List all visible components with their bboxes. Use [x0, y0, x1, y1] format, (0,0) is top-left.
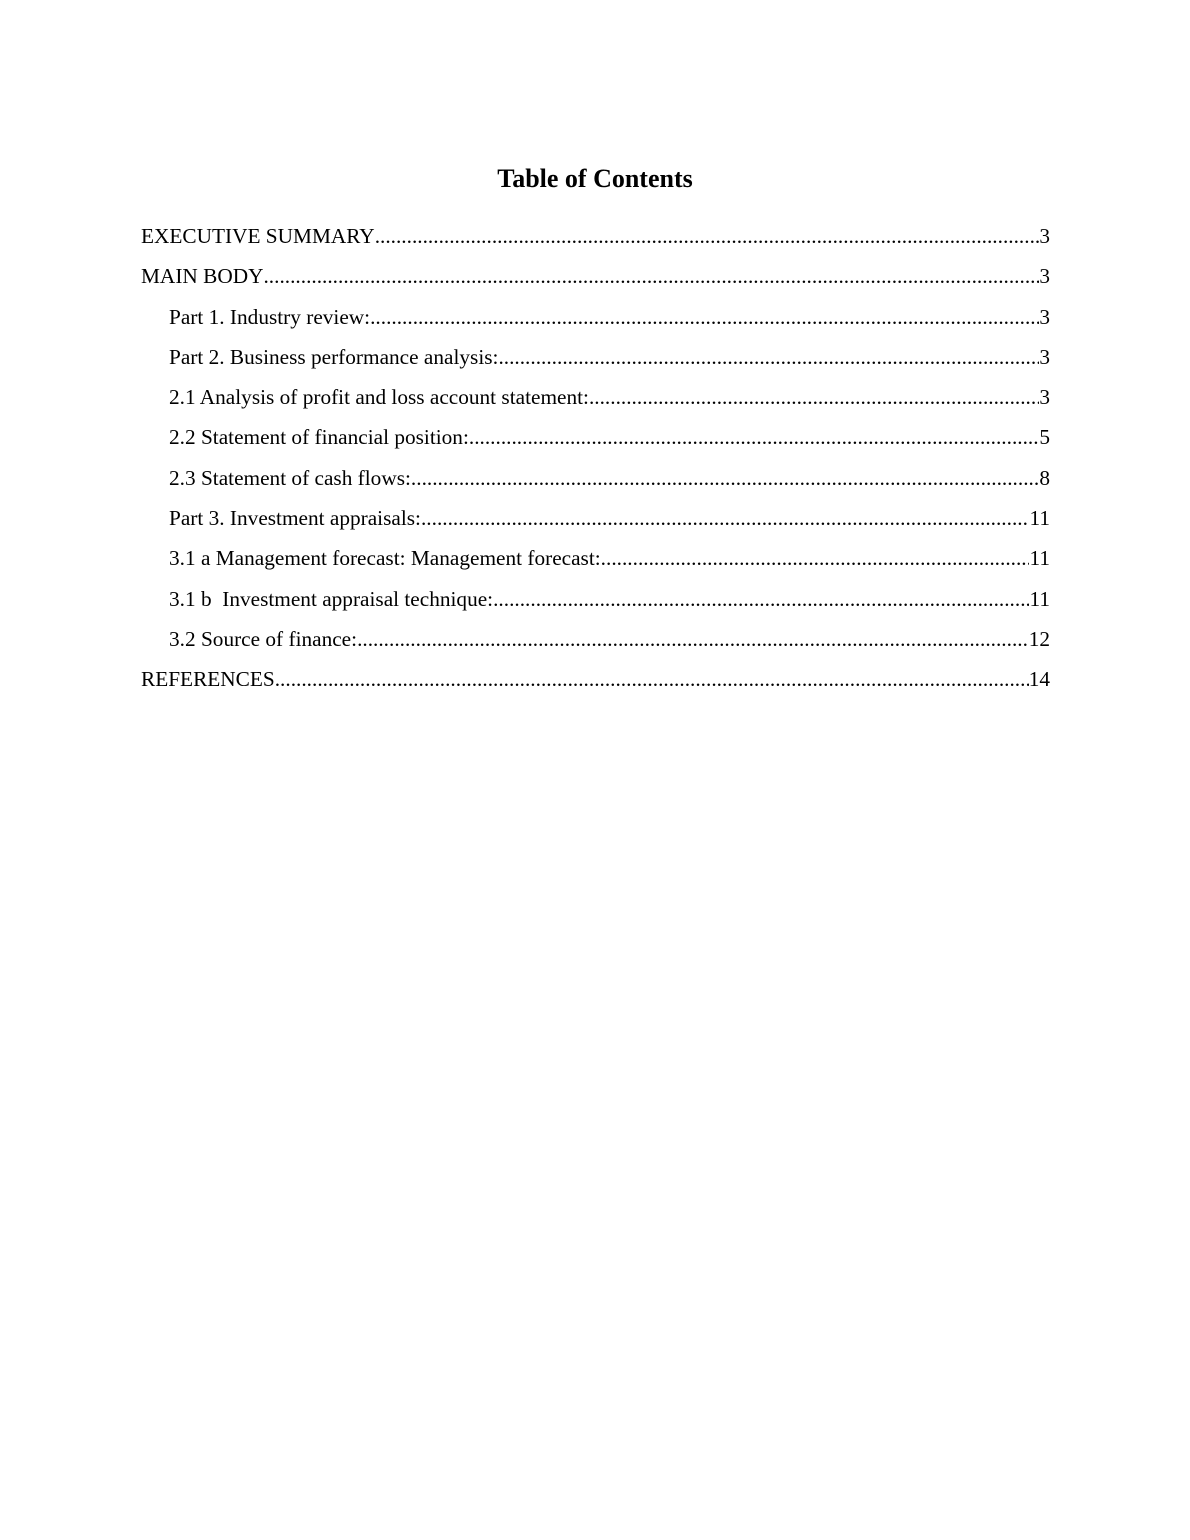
toc-entry-label: Part 1. Industry review:	[169, 304, 371, 329]
toc-entry-industry-review[interactable]	[141, 301, 1050, 341]
toc-entry-page: 12	[1028, 626, 1050, 651]
toc-entry-label: REFERENCES	[141, 667, 275, 692]
dot-leader	[498, 341, 1039, 373]
dot-leader	[421, 502, 1030, 534]
toc-entry-page: 3	[1039, 304, 1050, 329]
toc-entry-appraisal-technique[interactable]	[141, 583, 1050, 623]
toc-entry-page: 11	[1029, 506, 1050, 531]
toc-list	[141, 220, 1050, 704]
toc-entry-page: 3	[1039, 224, 1050, 248]
toc-entry-label: 3.2 Source of finance:	[169, 626, 358, 651]
toc-entry-page: 8	[1039, 465, 1050, 490]
toc-entry-label: Part 2. Business performance analysis:	[169, 344, 499, 369]
toc-entry-page: 11	[1029, 586, 1050, 611]
toc-entry-investment-appraisals[interactable]	[141, 502, 1050, 542]
toc-entry-management-forecast[interactable]	[141, 542, 1050, 582]
dot-leader	[263, 260, 1039, 292]
toc-entry-financial-position[interactable]	[141, 421, 1050, 461]
toc-entry-source-of-finance[interactable]	[141, 623, 1050, 663]
toc-entry-cash-flows[interactable]	[141, 462, 1050, 502]
toc-entry-executive-summary[interactable]	[141, 220, 1050, 260]
toc-entry-main-body[interactable]	[141, 260, 1050, 300]
toc-entry-profit-loss[interactable]	[141, 381, 1050, 421]
dot-leader	[589, 381, 1039, 413]
dot-leader	[493, 583, 1029, 615]
dot-leader	[601, 542, 1030, 574]
toc-entry-business-performance[interactable]	[141, 341, 1050, 381]
toc-entry-page: 5	[1039, 425, 1050, 450]
toc-entry-label: Part 3. Investment appraisals:	[169, 506, 421, 531]
toc-entry-label: EXECUTIVE SUMMARY	[141, 224, 375, 248]
dot-leader	[375, 220, 1040, 252]
toc-entry-label: 3.1 b Investment appraisal technique:	[169, 586, 494, 611]
toc-entry-label: 2.1 Analysis of profit and loss account statement:	[169, 385, 589, 410]
toc-entry-label: 2.2 Statement of financial position:	[169, 425, 469, 450]
toc-entry-page: 3	[1039, 344, 1050, 369]
toc-title: Table of Contents	[497, 164, 693, 193]
toc-entry-label: 3.1 a Management forecast: Management forecast:	[169, 546, 601, 571]
dot-leader	[275, 663, 1029, 695]
dot-leader	[357, 623, 1029, 655]
dot-leader	[469, 421, 1039, 453]
toc-entry-label: 2.3 Statement of cash flows:	[169, 465, 411, 490]
toc-entry-label: MAIN BODY	[141, 264, 264, 289]
toc-entry-page: 11	[1029, 546, 1050, 571]
toc-entry-page: 14	[1028, 667, 1050, 692]
toc-entry-references[interactable]	[141, 663, 1050, 703]
toc-entry-page: 3	[1039, 385, 1050, 410]
dot-leader	[411, 462, 1039, 494]
toc-entry-page: 3	[1039, 264, 1050, 289]
dot-leader	[370, 301, 1039, 333]
